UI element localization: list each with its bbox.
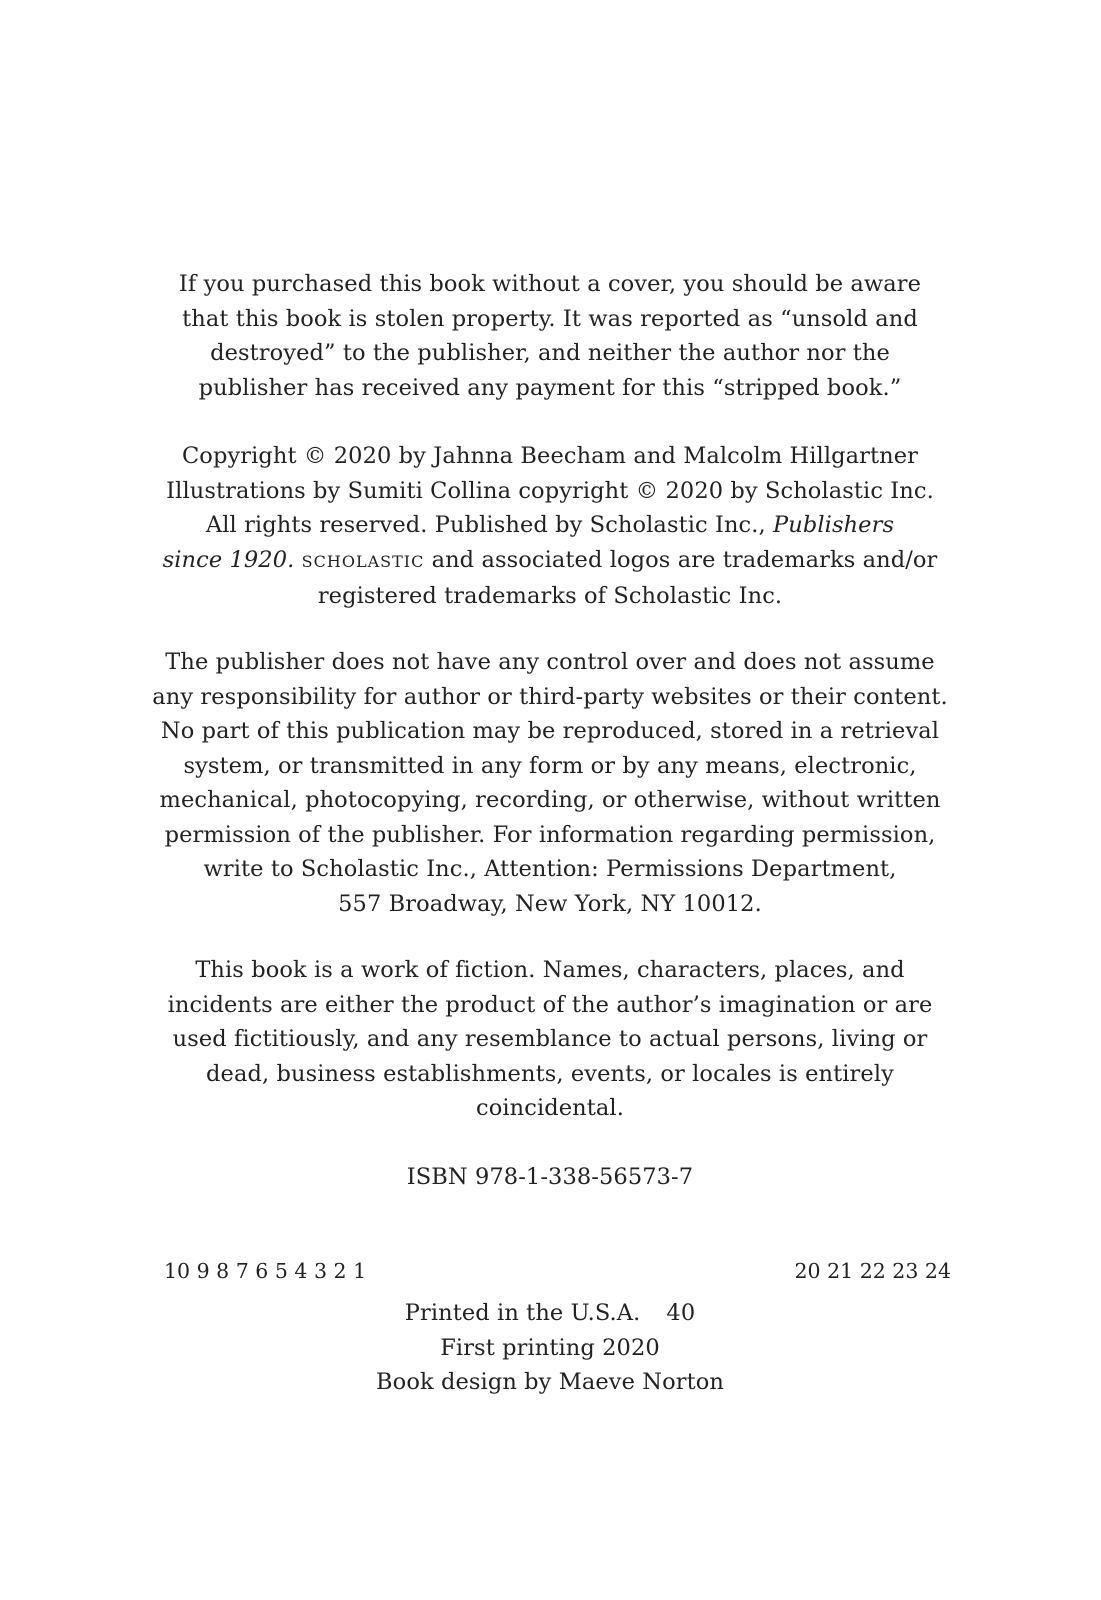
permissions-line: The publisher does not have any control over and does not assume [165, 649, 935, 675]
permissions-notice [150, 645, 950, 921]
notice-line: If you purchased this book without a cover, you should be aware [178, 271, 922, 297]
notice-line: publisher has received any payment for this “stripped book.” [198, 374, 902, 401]
fiction-line: coincidental. [476, 1095, 624, 1121]
permissions-line: write to Scholastic Inc., Attention: Permissions Department, [203, 856, 897, 882]
notice-line: that this book is stolen property. It was reported as “unsold and [182, 305, 918, 332]
permissions-line: permission of the publisher. For information regarding permission, [164, 821, 936, 848]
permissions-line: any responsibility for author or third-party websites or their content. [152, 683, 948, 710]
colophon [150, 1296, 950, 1400]
isbn-text: ISBN 978-1-338-56573-7 [406, 1164, 694, 1190]
printed-line [150, 1296, 950, 1331]
scholastic-smallcaps: SCHOLASTIC [301, 551, 425, 571]
permissions-line: mechanical, photocopying, recording, or otherwise, without written [159, 787, 941, 813]
first-printing-line: First printing 2020 [440, 1334, 660, 1361]
registered-line: registered trademarks of Scholastic Inc. [317, 583, 783, 609]
printed-text: Printed in the U.S.A. [404, 1300, 641, 1326]
isbn [150, 1160, 950, 1195]
copyright-line: Copyright © 2020 by Jahnna Beecham and Malcolm Hillgartner [181, 443, 918, 469]
fiction-line: This book is a work of fiction. Names, characters, places, and [195, 957, 905, 983]
printer-code: 40 [666, 1300, 696, 1326]
stripped-book-notice [150, 267, 950, 405]
fiction-line: used fictitiously, and any resemblance to actual persons, living or [172, 1026, 928, 1052]
rights-line [150, 508, 950, 543]
permissions-line: system, or transmitted in any form or by any means, electronic, [183, 752, 917, 779]
rights-text: All rights reserved. Published by Scholastic Inc., [205, 512, 774, 538]
book-design-line: Book design by Maeve Norton [376, 1369, 724, 1395]
printing-year-line: 20 21 22 23 24 [794, 1259, 951, 1283]
printing-number-line: 10 9 8 7 6 5 4 3 2 1 [164, 1259, 367, 1283]
illustrations-line: Illustrations by Sumiti Collina copyright © 2020 by Scholastic Inc. [166, 477, 934, 504]
fiction-line: incidents are either the product of the author’s imagination or are [167, 991, 933, 1018]
since-italic: since 1920. [162, 546, 295, 573]
publishers-italic: Publishers [773, 512, 895, 538]
trademark-text: and associated logos are trademarks and/or [424, 546, 938, 573]
address-line: 557 Broadway, New York, NY 10012. [338, 890, 762, 917]
notice-line: destroyed” to the publisher, and neither the author nor the [210, 340, 890, 366]
fiction-line: dead, business establishments, events, or locales is entirely [206, 1060, 894, 1087]
copyright-notice [150, 439, 950, 614]
permissions-line: No part of this publication may be reproduced, stored in a retrieval [160, 718, 940, 744]
fiction-disclaimer [150, 953, 950, 1126]
trademark-line [150, 543, 950, 580]
